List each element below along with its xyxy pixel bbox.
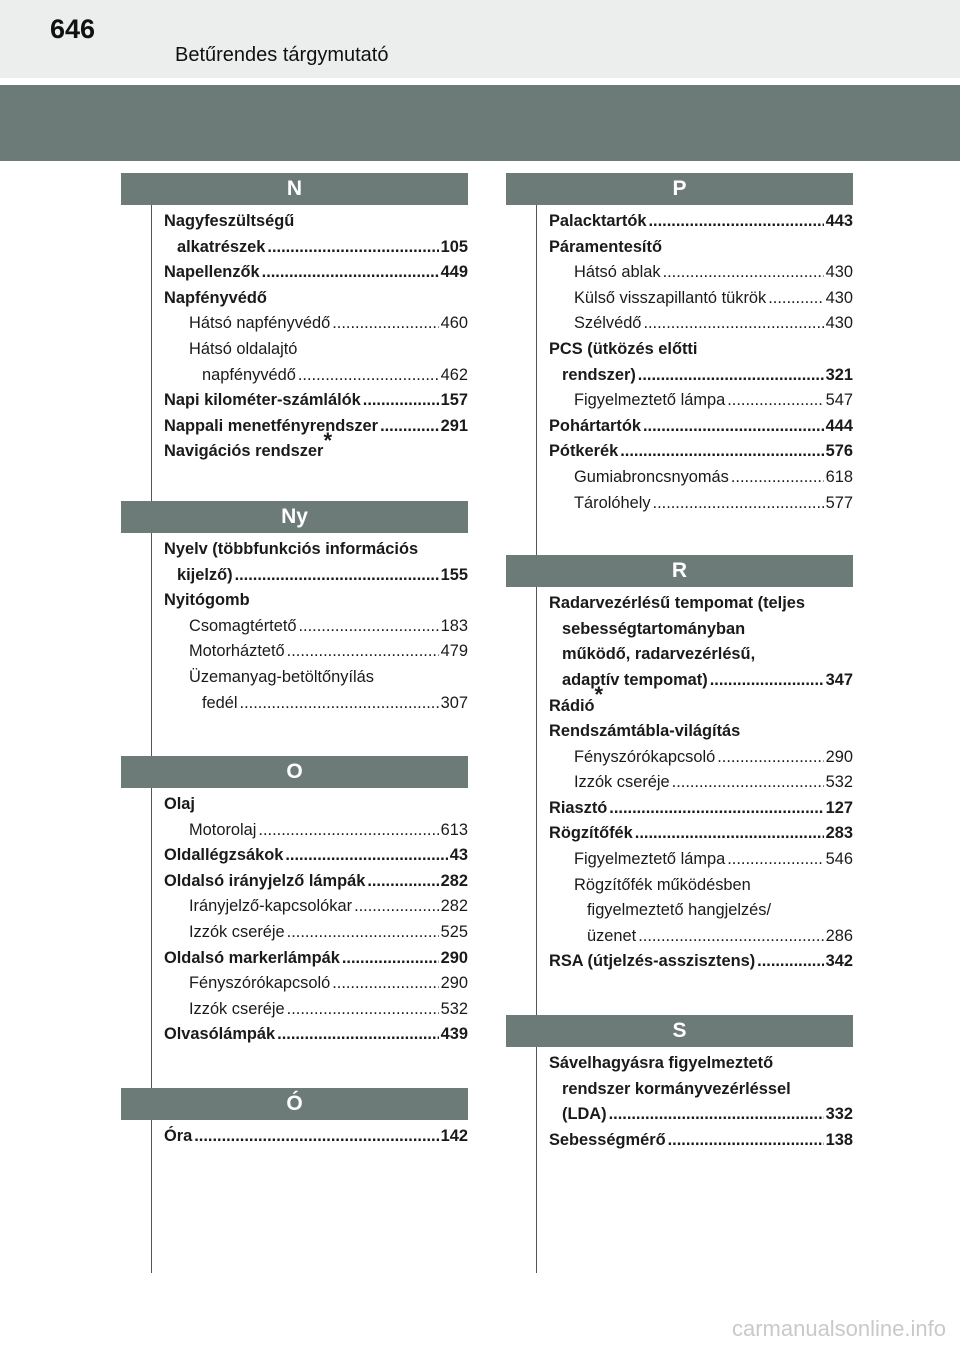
entry-label	[562, 668, 708, 694]
entry-page-number: 430	[825, 288, 853, 307]
index-entry	[549, 1051, 853, 1077]
entry-label-text: Oldallégzsákok	[164, 846, 284, 865]
index-entry	[164, 920, 468, 946]
entry-label	[587, 898, 771, 924]
index-entry	[164, 311, 468, 337]
page-title: Betűrendes tárgymutató	[175, 44, 389, 66]
entry-label-text: Radarvezérlésű tempomat (teljes	[549, 594, 805, 613]
index-entry	[164, 235, 468, 261]
section-letter-header: O	[121, 756, 468, 788]
index-entry	[549, 414, 853, 440]
index-entry	[549, 311, 853, 337]
entry-label-text: Figyelmeztető lámpa	[574, 850, 726, 869]
entry-label-text: Figyelmeztető lámpa	[574, 391, 726, 410]
entry-label	[177, 563, 233, 589]
index-entry	[549, 745, 853, 771]
index-entry	[164, 209, 468, 235]
leader-dots	[332, 311, 438, 337]
entry-label	[549, 949, 755, 975]
entry-label-text: Riasztó	[549, 798, 608, 817]
leader-dots	[717, 745, 823, 771]
entry-label-text: Napellenzők	[164, 263, 260, 282]
watermark: carmanualsonline.info	[731, 1316, 946, 1341]
entry-label-text: Gumiabroncsnyomás	[574, 467, 729, 486]
entry-label-text: Rendszámtábla-világítás	[549, 722, 741, 741]
index-entry	[164, 363, 468, 389]
leader-dots	[287, 920, 439, 946]
entry-page-number: 290	[440, 948, 468, 967]
index-entry	[164, 388, 468, 414]
index-entry	[549, 949, 853, 975]
entry-label	[164, 414, 378, 440]
index-entry	[164, 665, 468, 691]
entry-label	[562, 617, 745, 643]
entry-label-text: Nyelv (többfunkciós információs	[164, 539, 419, 558]
entry-label	[574, 847, 725, 873]
entry-label-text: kijelző)	[177, 565, 233, 584]
entry-label-text: Hátsó ablak	[574, 263, 661, 282]
index-entry	[549, 235, 853, 261]
entry-label-text: Rögzítőfék működésben	[574, 875, 751, 894]
entry-label-text: sebességtartományban	[562, 619, 746, 638]
entry-page-number: 576	[825, 442, 853, 461]
entry-label-text: Tárolóhely	[574, 493, 651, 512]
entry-page-number: 462	[440, 365, 468, 384]
entry-label	[549, 1051, 773, 1077]
leader-dots	[363, 388, 439, 414]
section-letter-header: N	[121, 173, 468, 205]
leader-dots	[258, 818, 438, 844]
leader-dots	[635, 821, 824, 847]
entry-label-text: rendszer kormányvezérléssel	[562, 1079, 791, 1098]
entry-label	[574, 311, 641, 337]
entry-label-text: Izzók cseréje	[189, 999, 285, 1018]
index-section-o	[121, 1088, 468, 1150]
entry-label-text: Irányjelző-kapcsolókar	[189, 897, 353, 916]
page-number: 646	[50, 14, 96, 44]
entry-label	[189, 997, 285, 1023]
leader-dots	[609, 796, 823, 822]
index-entry	[164, 427, 468, 465]
leader-dots	[277, 1022, 438, 1048]
entry-label-text: Olvasólámpák	[164, 1025, 276, 1044]
entry-label	[549, 682, 604, 720]
entry-page-number: 449	[440, 263, 468, 282]
entry-list	[506, 587, 853, 975]
entry-page-number: 321	[825, 365, 853, 384]
leader-dots	[194, 1124, 438, 1150]
index-entry	[549, 1128, 853, 1154]
entry-page-number: 290	[440, 974, 468, 993]
entry-label-text: Navigációs rendszer	[164, 442, 324, 461]
entry-label	[189, 665, 374, 691]
entry-page-number: 618	[825, 467, 853, 486]
entry-label-text: üzenet	[587, 926, 637, 945]
index-entry	[549, 363, 853, 389]
entry-label-text: Üzemanyag-betöltőnyílás	[189, 667, 374, 686]
index-entry	[549, 770, 853, 796]
entry-label	[574, 491, 651, 517]
entry-label-text: Sávelhagyásra figyelmeztető	[549, 1054, 774, 1073]
entry-label-text: Fényszórókapcsoló	[189, 974, 331, 993]
entry-label-text: PCS (ütközés előtti	[549, 339, 698, 358]
index-entry	[549, 873, 853, 899]
entry-label	[549, 337, 697, 363]
entry-label	[549, 414, 641, 440]
entry-label	[189, 639, 285, 665]
entry-label	[562, 363, 636, 389]
leader-dots	[768, 286, 823, 312]
entry-page-number: 577	[825, 493, 853, 512]
index-section-s	[506, 1015, 853, 1153]
index-entry	[549, 847, 853, 873]
entry-label-text: Sebességmérő	[549, 1130, 666, 1149]
entry-label	[202, 691, 238, 717]
index-entry	[549, 642, 853, 668]
entry-page-number: 282	[440, 871, 468, 890]
entry-page-number: 347	[825, 670, 853, 689]
leader-dots	[672, 770, 824, 796]
index-entry	[164, 792, 468, 818]
entry-label	[202, 363, 296, 389]
entry-page-number: 291	[440, 416, 468, 435]
entry-label	[164, 946, 340, 972]
entry-label	[562, 1102, 607, 1128]
entry-label	[574, 745, 715, 771]
index-entry	[549, 924, 853, 950]
index-entry	[164, 588, 468, 614]
entry-label	[574, 260, 661, 286]
entry-label-text: Pótkerék	[549, 442, 619, 461]
entry-label	[164, 843, 283, 869]
entry-page-number: 155	[440, 565, 468, 584]
entry-label	[164, 1124, 192, 1150]
page-header	[0, 0, 960, 78]
entry-label	[189, 971, 330, 997]
entry-page-number: 525	[440, 923, 468, 942]
index-entry	[549, 1077, 853, 1103]
entry-label-text: Nagyfeszültségű	[164, 212, 295, 230]
entry-label	[562, 1077, 791, 1103]
entry-page-number: 138	[825, 1130, 853, 1149]
entry-label-text: (LDA)	[562, 1105, 607, 1124]
index-entry	[549, 898, 853, 924]
leader-dots	[668, 1128, 824, 1154]
section-gap	[506, 516, 853, 555]
index-entry	[549, 209, 853, 235]
leader-dots	[727, 388, 823, 414]
entry-label	[549, 439, 618, 465]
leader-dots	[285, 843, 447, 869]
entry-label-text: Hátsó napfényvédő	[189, 314, 331, 333]
leader-dots	[710, 668, 824, 694]
entry-label-text: alkatrészek	[177, 237, 266, 256]
entry-label	[164, 537, 418, 563]
entry-label	[549, 821, 633, 847]
entry-label	[574, 388, 725, 414]
leader-dots	[298, 363, 439, 389]
entry-list	[506, 1047, 853, 1153]
entry-label	[549, 796, 607, 822]
index-entry	[164, 894, 468, 920]
section-letter-header: Ó	[121, 1088, 468, 1120]
entry-label	[574, 465, 729, 491]
index-entry	[164, 614, 468, 640]
leader-dots	[663, 260, 824, 286]
entry-page-number: 546	[825, 850, 853, 869]
leader-dots	[262, 260, 439, 286]
entry-label	[574, 770, 670, 796]
entry-label	[189, 614, 297, 640]
entry-label-text: Rádió	[549, 696, 595, 715]
entry-label	[164, 209, 294, 235]
entry-page-number: 282	[440, 897, 468, 916]
index-column-left	[121, 173, 468, 1150]
index-entry	[549, 796, 853, 822]
entry-page-number: 439	[440, 1025, 468, 1044]
entry-label	[164, 588, 250, 614]
footnote-star: *	[594, 682, 604, 708]
entry-label-text: fedél	[202, 693, 238, 712]
leader-dots	[727, 847, 823, 873]
index-entry	[164, 414, 468, 440]
index-entry	[164, 337, 468, 363]
leader-dots	[643, 414, 824, 440]
index-entry	[164, 691, 468, 717]
entry-label	[164, 286, 267, 312]
index-entry	[549, 1102, 853, 1128]
index-entry	[164, 1022, 468, 1048]
entry-label-text: Motorháztető	[189, 642, 285, 661]
index-entry	[549, 617, 853, 643]
entry-label-text: Nyitógomb	[164, 591, 250, 610]
index-section-ny	[121, 501, 468, 716]
index-section-o	[121, 756, 468, 1048]
entry-label-text: Hátsó oldalajtó	[189, 339, 298, 358]
entry-page-number: 142	[440, 1127, 468, 1146]
leader-dots	[638, 924, 823, 950]
leader-dots	[638, 363, 824, 389]
leader-dots	[287, 639, 439, 665]
leader-dots	[731, 465, 824, 491]
leader-dots	[643, 311, 823, 337]
entry-page-number: 443	[825, 212, 853, 230]
section-letter-header: P	[506, 173, 853, 205]
index-entry	[164, 997, 468, 1023]
index-entry	[164, 946, 468, 972]
entry-label-text: napfényvédő	[202, 365, 296, 384]
leader-dots	[354, 894, 439, 920]
section-gap	[121, 1048, 468, 1088]
leader-dots	[620, 439, 823, 465]
section-gap	[121, 465, 468, 501]
leader-dots	[235, 563, 439, 589]
entry-label-text: Izzók cseréje	[574, 773, 670, 792]
section-gap	[506, 975, 853, 1015]
entry-list	[121, 533, 468, 716]
entry-page-number: 127	[825, 798, 853, 817]
entry-list	[506, 205, 853, 516]
entry-label	[164, 388, 361, 414]
index-entry	[164, 843, 468, 869]
leader-dots	[267, 235, 438, 261]
index-entry	[164, 563, 468, 589]
entry-list	[121, 205, 468, 465]
entry-page-number: 105	[440, 237, 468, 256]
entry-label	[549, 591, 805, 617]
index-entry	[549, 465, 853, 491]
index-entry	[164, 537, 468, 563]
index-column-right	[506, 173, 853, 1153]
entry-page-number: 283	[825, 824, 853, 843]
entry-label	[562, 642, 755, 668]
entry-label-text: Napi kilométer-számlálók	[164, 391, 361, 410]
index-entry	[164, 286, 468, 312]
section-letter-header: R	[506, 555, 853, 587]
leader-dots	[609, 1102, 824, 1128]
entry-label-text: Motorolaj	[189, 820, 257, 839]
entry-page-number: 613	[440, 820, 468, 839]
entry-label-text: Óra	[164, 1127, 193, 1146]
index-section-n	[121, 173, 468, 465]
section-gap	[121, 716, 468, 756]
entry-page-number: 332	[825, 1105, 853, 1124]
entry-label	[549, 209, 647, 235]
entry-label-text: adaptív tempomat)	[562, 670, 708, 689]
entry-label	[549, 1128, 666, 1154]
entry-label-text: Napfényvédő	[164, 288, 267, 307]
entry-page-number: 157	[440, 391, 468, 410]
index-entry	[164, 869, 468, 895]
entry-page-number: 342	[825, 952, 853, 971]
entry-list	[121, 788, 468, 1048]
entry-page-number: 547	[825, 391, 853, 410]
entry-page-number: 430	[825, 263, 853, 282]
entry-list	[121, 1120, 468, 1150]
index-section-r	[506, 555, 853, 975]
leader-dots	[287, 997, 439, 1023]
entry-label	[164, 260, 260, 286]
entry-page-number: 183	[440, 616, 468, 635]
index-section-p	[506, 173, 853, 516]
entry-page-number: 307	[440, 693, 468, 712]
index-entry	[164, 639, 468, 665]
index-entry	[549, 821, 853, 847]
leader-dots	[299, 614, 439, 640]
entry-page-number: 532	[825, 773, 853, 792]
leader-dots	[342, 946, 439, 972]
entry-label-text: figyelmeztető hangjelzés/	[587, 901, 772, 920]
entry-label	[189, 894, 352, 920]
entry-label-text: Olaj	[164, 795, 195, 814]
header-band	[0, 85, 960, 161]
entry-page-number: 290	[825, 747, 853, 766]
leader-dots	[757, 949, 823, 975]
entry-label-text: Fényszórókapcsoló	[574, 747, 716, 766]
entry-label	[587, 924, 636, 950]
section-letter-header: Ny	[121, 501, 468, 533]
footnote-star: *	[323, 427, 332, 453]
index-entry	[164, 260, 468, 286]
index-entry	[549, 682, 853, 720]
entry-label-text: Rögzítőfék	[549, 824, 633, 843]
entry-label	[177, 235, 265, 261]
entry-label-text: Csomagtértető	[189, 616, 297, 635]
index-entry	[549, 337, 853, 363]
leader-dots	[380, 414, 439, 440]
entry-label-text: Nappali menetfényrendszer	[164, 416, 379, 435]
entry-label-text: Páramentesítő	[549, 237, 662, 256]
index-entry	[549, 388, 853, 414]
entry-label-text: RSA (útjelzés-asszisztens)	[549, 952, 756, 971]
entry-page-number: 286	[825, 926, 853, 945]
index-entry	[549, 491, 853, 517]
leader-dots	[240, 691, 439, 717]
entry-label	[189, 311, 330, 337]
entry-label	[549, 719, 740, 745]
entry-label-text: Palacktartók	[549, 212, 647, 230]
entry-label	[164, 1022, 275, 1048]
entry-page-number: 444	[825, 416, 853, 435]
index-entry	[549, 260, 853, 286]
entry-label-text: Oldalsó irányjelző lámpák	[164, 871, 366, 890]
leader-dots	[649, 209, 824, 235]
entry-label	[164, 869, 365, 895]
entry-page-number: 532	[440, 999, 468, 1018]
leader-dots	[332, 971, 438, 997]
entry-label-text: Izzók cseréje	[189, 923, 285, 942]
entry-page-number: 430	[825, 314, 853, 333]
entry-label-text: Külső visszapillantó tükrök	[574, 288, 767, 307]
entry-label	[574, 286, 766, 312]
entry-label-text: rendszer)	[562, 365, 636, 384]
entry-page-number: 479	[440, 642, 468, 661]
entry-label	[189, 920, 285, 946]
entry-label-text: Pohártartók	[549, 416, 641, 435]
index-entry	[549, 286, 853, 312]
entry-label	[164, 792, 195, 818]
entry-label	[189, 337, 297, 363]
index-entry	[164, 1124, 468, 1150]
entry-label-text: Oldalsó markerlámpák	[164, 948, 340, 967]
index-entry	[549, 719, 853, 745]
entry-page-number: 43	[449, 846, 468, 865]
index-entry	[164, 971, 468, 997]
section-letter-header: S	[506, 1015, 853, 1047]
index-entry	[549, 591, 853, 617]
entry-label	[164, 427, 332, 465]
leader-dots	[367, 869, 438, 895]
leader-dots	[653, 491, 824, 517]
index-entry	[549, 439, 853, 465]
entry-label-text: Szélvédő	[574, 314, 642, 333]
entry-label	[549, 235, 662, 261]
entry-label	[574, 873, 751, 899]
entry-label-text: működő, radarvezérlésű,	[562, 645, 756, 664]
entry-page-number: 460	[440, 314, 468, 333]
index-entry	[164, 818, 468, 844]
entry-label	[189, 818, 256, 844]
